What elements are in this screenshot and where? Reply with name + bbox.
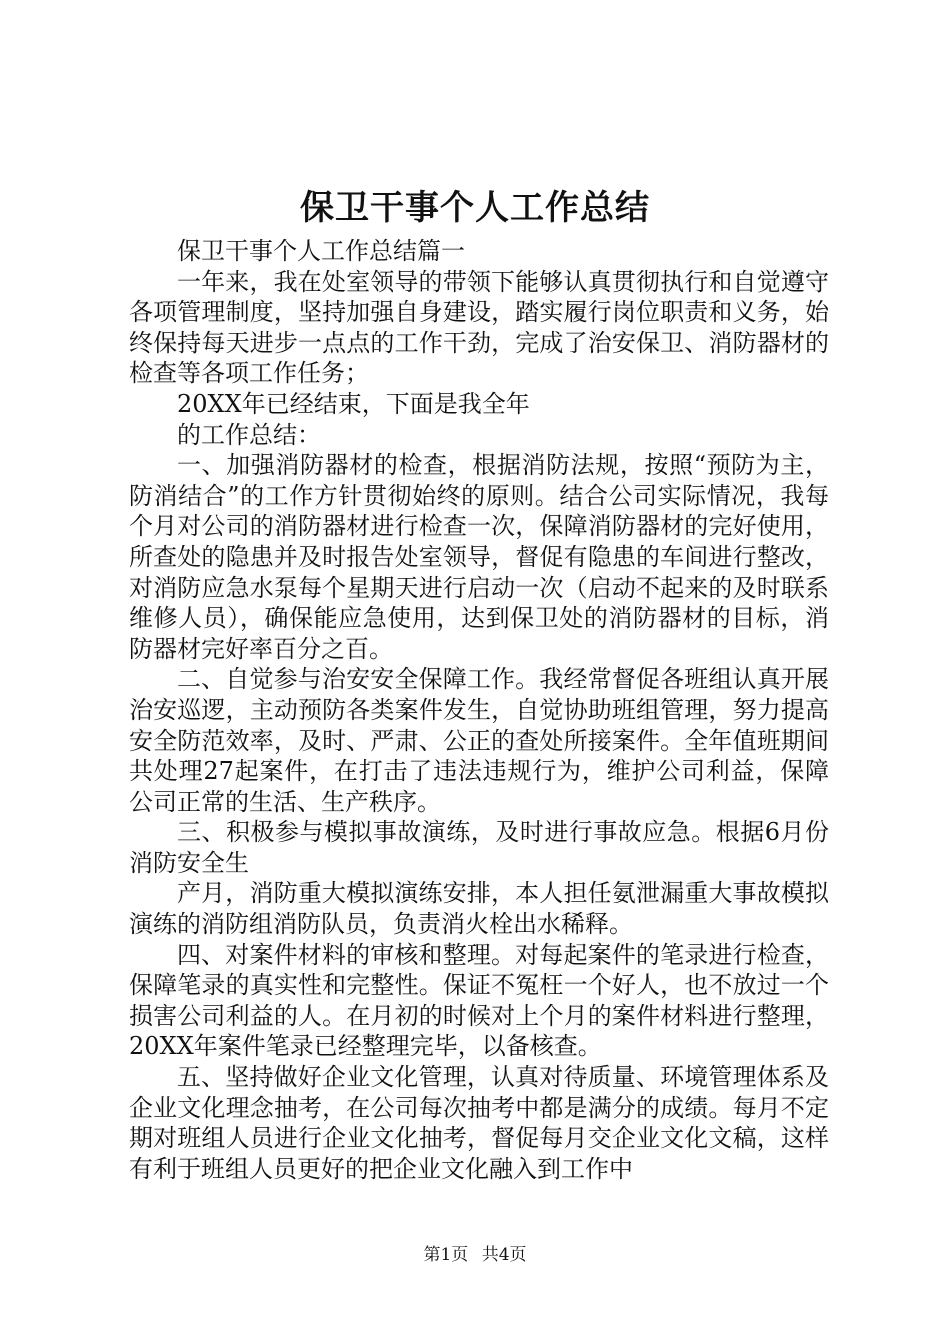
paragraph: 四、对案件材料的审核和整理。对每起案件的笔录进行检查，保障笔录的真实性和完整性。保证不冤枉一个好人，也不放过一个损害公司利益的人。在月初的时候对上个月的案件材料进行整理，20XX年案件笔录已经整理完毕，以备核查。 [129,940,829,1061]
paragraph: 二、自觉参与治安安全保障工作。我经常督促各班组认真开展治安巡逻，主动预防各类案件发生，自觉协助班组管理，努力提高安全防范效率，及时、严肃、公正的查处所接案件。全年值班期间共处理27起案件，在打击了违法违规行为，维护公司利益，保障公司正常的生活、生产秩序。 [129,665,829,816]
paragraph: 产月，消防重大模拟演练安排，本人担任氨泄漏重大事故模拟演练的消防组消防队员，负责消火栓出水稀释。 [129,879,829,939]
paragraph: 的工作总结： [177,420,321,449]
document-title: 保卫干事个人工作总结 [300,188,650,228]
current-page-number: 第1页 [423,1245,469,1265]
paragraph: 三、积极参与模拟事故演练，及时进行事故应急。根据6月份消防安全生 [129,818,829,877]
paragraph: 一年来，我在处室领导的带领下能够认真贯彻执行和自觉遵守各项管理制度，坚持加强自身建设，踏实履行岗位职责和义务，始终保持每天进步一点点的工作干劲，完成了治安保卫、消防器材的检查等各项工作任务； [129,267,829,388]
paragraph: 五、坚持做好企业文化管理，认真对待质量、环境管理体系及企业文化理念抽考，在公司每次抽考中都是满分的成绩。每月不定期对班组人员进行企业文化抽考，督促每月交企业文化文稿，这样有利于班组人员更好的把企业文化融入到工作中 [129,1063,829,1183]
page-footer [0,1244,950,1266]
paragraph: 20XX年已经结束，下面是我全年 [177,389,530,418]
total-page-count: 共4页 [481,1245,527,1265]
document-body [129,236,829,1184]
paragraph: 保卫干事个人工作总结篇一 [177,237,465,265]
paragraph: 一、加强消防器材的检查，根据消防法规，按照“预防为主，防消结合”的工作方针贯彻始终的原则。结合公司实际情况，我每个月对公司的消防器材进行检查一次，保障消防器材的完好使用，所查处的隐患并及时报告处室领导，督促有隐患的车间进行整改，对消防应急水泵每个星期天进行启动一次（启动不起来的及时联系维修人员），确保能应急使用，达到保卫处的消防器材的目标，消防器材完好率百分之百。 [129,451,829,663]
